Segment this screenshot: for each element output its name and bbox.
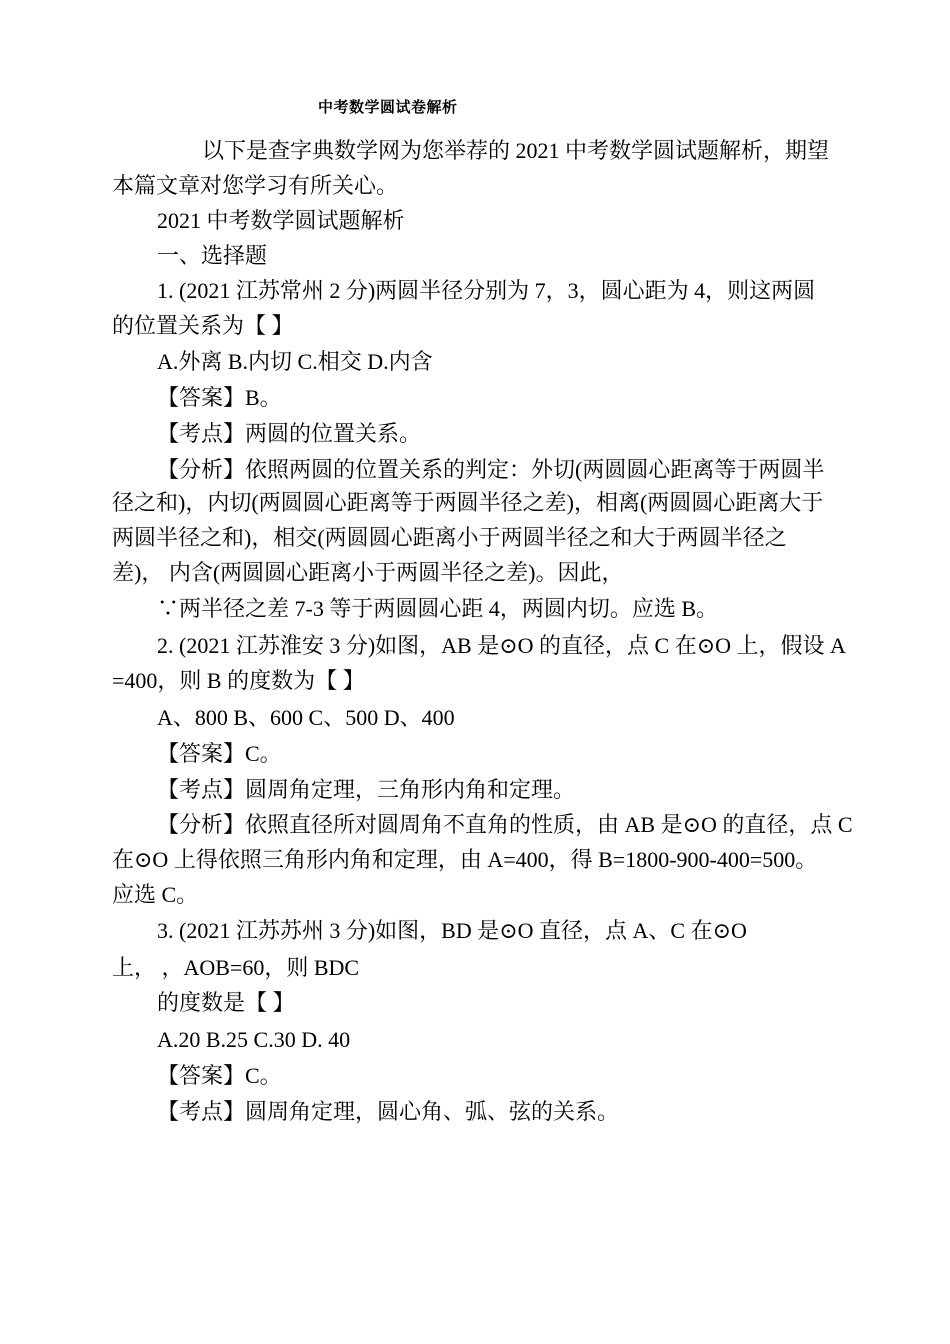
q3-text-cont-1: 上， ，AOB=60，则 BDC xyxy=(112,955,360,980)
q1-analysis-cont-3: 差)， 内含(两圆圆心距离小于两圆半径之差)。因此， xyxy=(112,560,624,585)
q3-text: 3. (2021 江苏苏州 3 分)如图，BD 是⊙O 直径，点 A、C 在⊙O xyxy=(157,918,747,943)
q1-analysis: 【分析】依照两圆的位置关系的判定：外切(两圆圆心距离等于两圆半 xyxy=(157,457,825,482)
q1-options: A.外离 B.内切 C.相交 D.内含 xyxy=(157,349,433,374)
q1-analysis-cont-2: 两圆半径之和)，相交(两圆圆心距离小于两圆半径之和大于两圆半径之 xyxy=(112,525,787,550)
q2-analysis: 【分析】依照直径所对圆周角不直角的性质，由 AB 是⊙O 的直径，点 C xyxy=(157,812,853,837)
q3-answer: 【答案】C。 xyxy=(157,1063,282,1088)
q1-text-cont: 的位置关系为【 】 xyxy=(112,313,294,338)
q2-conclusion: 应选 C。 xyxy=(112,882,199,907)
q1-analysis-cont-1: 径之和)，内切(两圆圆心距离等于两圆半径之差)，相离(两圆圆心距离大于 xyxy=(112,490,824,515)
q2-answer: 【答案】C。 xyxy=(157,741,282,766)
q3-topic: 【考点】圆周角定理，圆心角、弧、弦的关系。 xyxy=(157,1099,620,1124)
q2-topic: 【考点】圆周角定理，三角形内角和定理。 xyxy=(157,777,576,802)
q3-text-cont-2: 的度数是【 】 xyxy=(157,990,295,1015)
q2-text: 2. (2021 江苏淮安 3 分)如图，AB 是⊙O 的直径，点 C 在⊙O 上，假设 A xyxy=(157,633,846,658)
q1-answer: 【答案】B。 xyxy=(157,385,282,410)
section-heading: 2021 中考数学圆试题解析 xyxy=(157,208,405,233)
q1-conclusion: ∵两半径之差 7-3 等于两圆圆心距 4，两圆内切。应选 B。 xyxy=(157,596,719,621)
part-heading: 一、选择题 xyxy=(157,243,268,268)
q1-topic: 【考点】两圆的位置关系。 xyxy=(157,421,422,446)
q1-text: 1. (2021 江苏常州 2 分)两圆半径分别为 7，3，圆心距为 4，则这两圆 xyxy=(157,278,816,303)
q2-analysis-cont: 在⊙O 上得依照三角形内角和定理，由 A=400，得 B=1800-900-400=500。 xyxy=(112,847,818,872)
intro-line-2: 本篇文章对您学习有所关心。 xyxy=(112,173,399,198)
document-title: 中考数学圆试卷解析 xyxy=(318,98,458,116)
q3-options: A.20 B.25 C.30 D. 40 xyxy=(157,1027,351,1052)
q2-options: A、800 B、600 C、500 D、400 xyxy=(157,705,455,730)
intro-line-1: 以下是查字典数学网为您举荐的 2021 中考数学圆试题解析，期望 xyxy=(202,138,830,163)
q2-text-cont: =400，则 B 的度数为【 】 xyxy=(112,668,365,693)
